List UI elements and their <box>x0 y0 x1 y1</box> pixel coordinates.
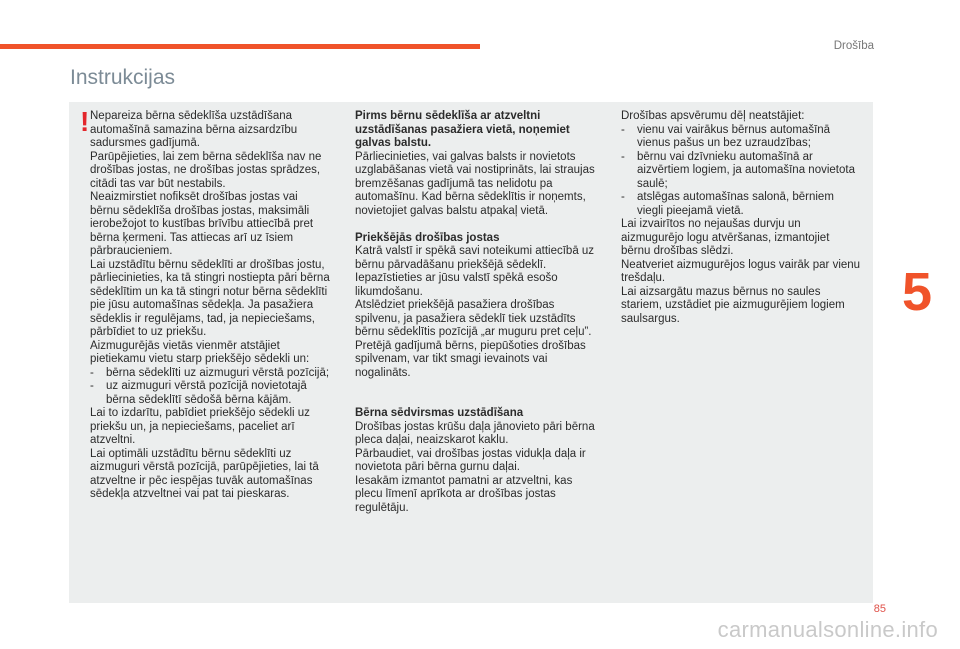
paragraph: Lai to izdarītu, pabīdiet priekšējo sēdekli uz priekšu un, ja nepieciešams, paceliet arī atzveltni. <box>90 407 310 446</box>
paragraph: Atslēdziet priekšējā pasažiera drošības spilvenu, ja pasažiera sēdeklī tiek uzstādīts bērnu sēdeklītis pozīcijā „ar muguru pret ceļu”. <box>355 299 592 338</box>
column-right <box>621 110 861 326</box>
paragraph: Drošības apsvērumu dēļ neatstājiet: <box>621 110 805 122</box>
list-item-text: vienu vai vairākus bērnus automašīnā vienus pašus un bez uzraudzības; <box>637 123 831 149</box>
paragraph: Lai optimāli uzstādītu bērnu sēdeklīti uz aizmuguri vērstā pozīcijā, parūpējieties, lai tā atzveltne ir pēc iespējas tuvāk automašīnas sēdekļa atzveltnei vai pat tai pieskaras. <box>90 447 319 500</box>
paragraph: Iesakām izmantot pamatni ar atzveltni, kas plecu līmenī aprīkota ar drošības jostas regulētāju. <box>355 474 573 514</box>
paragraph: Parūpējieties, lai zem bērna sēdeklīša nav ne drošības jostas, ne drošības jostas sprādzes, citādi tas var būt nestabils. <box>90 150 322 190</box>
column-left <box>90 110 330 502</box>
watermark: carmanualsonline.info <box>717 617 938 642</box>
exclamation-icon: ! <box>80 106 90 137</box>
list-item-text: uz aizmuguri vērstā pozīcijā novietotajā bērna sēdeklītī sēdošā bērna kājām. <box>106 380 307 406</box>
dash-bullet: - <box>90 366 94 379</box>
paragraph: Neatveriet aizmugurējos logus vairāk par vienu trešdaļu. <box>621 258 861 284</box>
list-item <box>90 367 330 381</box>
paragraph: Katrā valstī ir spēkā savi noteikumi attiecībā uz bērnu pārvadāšanu priekšējā sēdeklī. Iepazīstieties ar jūsu valstī spēkā esošo likumdošanu. <box>355 245 595 298</box>
accent-bar <box>0 44 480 49</box>
paragraph: Aizmugurējās vietās vienmēr atstājiet pietiekamu vietu starp priekšējo sēdekli un: <box>90 339 310 365</box>
section-label: Drošība <box>833 40 874 52</box>
paragraph: Pārbaudiet, vai drošības jostas vidukļa daļa ir novietota pāri bērna gurnu daļai. <box>355 447 586 473</box>
section-heading: Bērna sēdvirsmas uzstādīšana <box>355 407 524 419</box>
paragraph: Drošības jostas krūšu daļa jānovieto pāri bērna pleca daļai, neaizskarot kaklu. <box>355 420 595 446</box>
section-heading: Pirms bērnu sēdeklīša ar atzveltni uzstādīšanas pasažiera vietā, noņemiet galvas balstu. <box>355 110 570 149</box>
paragraph: Lai uzstādītu bērnu sēdeklīti ar drošības jostu, pārliecinieties, ka tā stingri nostiepta pāri bērna sēdeklītim un ka tā stingri notur bērna sēdeklīti pie jūsu automašīnas sēdekļa. Ja pasažiera sēdeklis ir regulējams, tad, ja nepieciešams, pārbīdiet to uz priekšu. <box>90 258 330 338</box>
instructions-panel <box>69 102 873 603</box>
page-title: Instrukcijas <box>70 66 176 89</box>
dash-bullet: - <box>621 123 625 136</box>
chapter-number: 5 <box>901 262 932 322</box>
list-item <box>621 151 861 192</box>
paragraph: Neaizmirstiet nofiksēt drošības jostas vai bērnu sēdeklīša drošības jostas, maksimāli ierobežojot to kustības brīvību attiecībā pret bērna ķermeni. Tas attiecas arī uz īsiem pārbraucieniem. <box>90 191 314 257</box>
paragraph: Pārliecinieties, vai galvas balsts ir novietots uzglabāšanas vietā vai nostiprināts, lai straujas bremzēšanas gadījumā tas nelidotu pa automašīnu. Kad bērna sēdeklītis ir noņemts, novietojiet galvas balstu atpakaļ vietā. <box>355 150 595 217</box>
paragraph: Nepareiza bērna sēdeklīša uzstādīšana automašīnā samazina bērna aizsardzību sadursmes gadījumā. <box>90 110 298 149</box>
paragraph: Lai izvairītos no nejaušas durvju un aizmugurējo logu atvēršanas, izmantojiet bērnu drošības slēdzi. <box>621 218 830 257</box>
list-item <box>621 124 861 151</box>
list-item-text: bērnu vai dzīvnieku automašīnā ar aizvērtiem logiem, ja automašīna novietota saulē; <box>637 150 855 190</box>
list-item-text: bērna sēdeklīti uz aizmuguri vērstā pozīcijā; <box>106 366 330 379</box>
paragraph: Pretējā gadījumā bērns, piepūšoties drošības spilvenam, var tikt smagi ievainots vai nogalināts. <box>355 339 586 379</box>
dash-bullet: - <box>621 191 625 203</box>
dash-bullet: - <box>621 150 625 163</box>
paragraph: Lai aizsargātu mazus bērnus no saules stariem, uzstādiet pie aizmugurējiem logiem saulsargus. <box>621 285 845 325</box>
list-item <box>90 380 330 407</box>
dash-bullet: - <box>90 380 94 392</box>
list-item <box>621 191 861 218</box>
list-item-text: atslēgas automašīnas salonā, bērniem viegli pieejamā vietā. <box>637 191 834 217</box>
page-number: 85 <box>873 603 886 615</box>
section-heading: Priekšējās drošības jostas <box>355 231 500 244</box>
column-middle <box>355 110 600 515</box>
